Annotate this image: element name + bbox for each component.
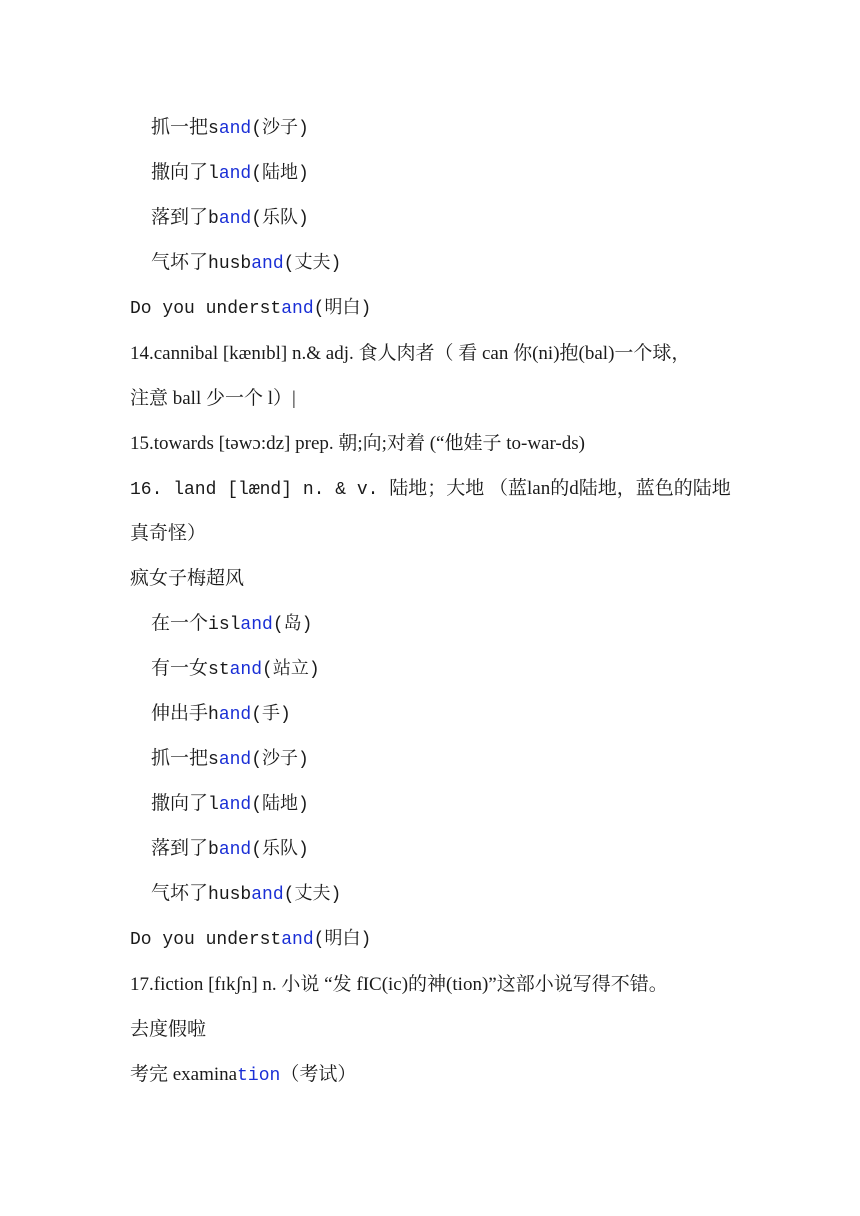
highlight-and: and	[251, 254, 284, 274]
highlight-and: and	[218, 119, 252, 139]
entry-17-line-3: 考完 examination（考试）	[130, 1064, 357, 1086]
poem-line-land: 撒向了land(陆地)	[151, 793, 309, 815]
poem-line-understand: Do you understand(明白)	[130, 299, 372, 319]
poem-line-husband: 气坏了husband(丈夫)	[151, 252, 342, 274]
highlight-and: and	[218, 705, 252, 725]
poem-line-sand: 抓一把sand(沙子)	[151, 748, 309, 770]
highlight-and: and	[240, 615, 273, 635]
highlight-and: and	[281, 299, 314, 319]
poem-title: 疯女子梅超风	[130, 568, 245, 589]
poem-line-husband: 气坏了husband(丈夫)	[151, 883, 342, 905]
highlight-and: and	[218, 209, 252, 229]
entry-17-line-2: 去度假啦	[130, 1019, 207, 1040]
poem-line-band: 落到了band(乐队)	[151, 207, 309, 229]
poem-line-hand: 伸出手hand(手)	[151, 703, 291, 725]
entry-16-line-1: 16. land [lænd] n. & v. 陆地；大地 （蓝lan的d陆地，蓝色的陆地	[130, 478, 731, 500]
highlight-and: and	[251, 885, 284, 905]
entry-14-line-1: 14.cannibal [kænɪbl] n.& adj. 食人肉者（ 看 can 你(ni)抱(bal)一个球，	[130, 343, 691, 364]
entry-17-line-1: 17.fiction [fɪkʃn] n. 小说 “发 fIC(ic)的神(tion)”这部小说写得不错。	[130, 974, 668, 995]
entry-15-line-1: 15.towards [təwɔ:dz] prep. 朝;向;对着 (“他娃子 to-war-ds)	[130, 433, 585, 454]
highlight-and: and	[281, 930, 314, 950]
poem-line-understand: Do you understand(明白)	[130, 930, 372, 950]
entry-14-line-2: 注意 ball 少一个 l）|	[130, 388, 296, 409]
highlight-and: and	[218, 795, 252, 815]
poem-line-land: 撒向了land(陆地)	[151, 162, 309, 184]
highlight-and: and	[218, 750, 252, 770]
highlight-tion: tion	[237, 1066, 281, 1086]
poem-line-band: 落到了band(乐队)	[151, 838, 309, 860]
poem-line-sand: 抓一把sand(沙子)	[151, 117, 309, 139]
poem-line-stand: 有一女stand(站立)	[151, 658, 320, 680]
highlight-and: and	[218, 840, 252, 860]
highlight-and: and	[229, 660, 263, 680]
entry-16-line-2: 真奇怪）	[130, 523, 207, 544]
poem-line-island: 在一个island(岛)	[151, 613, 313, 635]
highlight-and: and	[218, 164, 252, 184]
